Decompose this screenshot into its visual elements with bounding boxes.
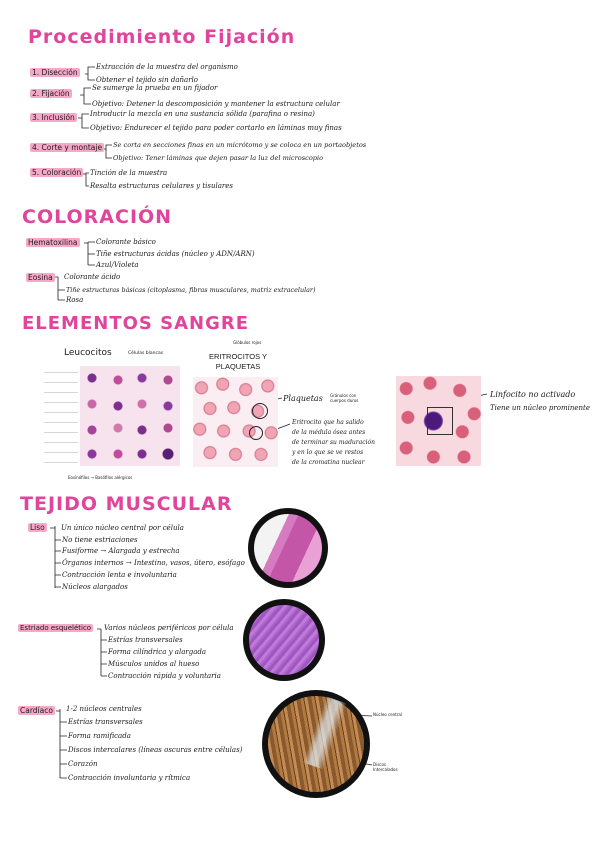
cardiaco-line: Estrías transversales	[68, 718, 143, 726]
step-line: Introducir la mezcla en una sustancia sólida (parafina o resina)	[90, 110, 315, 118]
step-line: Objetivo: Tener láminas que dejen pasar la luz del microscopio	[113, 154, 324, 162]
estriado-line: Estrías transversales	[108, 636, 183, 644]
leucocitos-footer: Eosinófilos → Basófilos alérgicos	[68, 475, 133, 480]
eritrocitos-image	[193, 377, 278, 467]
eritrocitos-title: ERITROCITOS Y PLAQUETAS	[208, 352, 268, 371]
item-label: Hematoxilina	[28, 238, 78, 247]
plaqueta-marker	[252, 403, 268, 419]
step-line: Se corta en secciones finas en un micrótomo y se coloca en un portaobjetos	[113, 141, 367, 149]
cardiaco-annotation: Discos Intercalados	[373, 762, 398, 772]
eritrocito-line: de la cromatina nuclear	[292, 459, 365, 466]
leucocitos-row-labels	[44, 366, 78, 466]
plaquetas-label: Plaquetas	[283, 394, 323, 403]
step-label: 1. Disección	[32, 68, 78, 77]
step-line: Tinción de la muestra	[90, 169, 168, 177]
cardiaco-line: Contracción involuntaria y rítmica	[68, 774, 191, 782]
step-label: 5. Coloración	[32, 168, 82, 177]
estriado-line: Forma cilíndrica y alargada	[108, 648, 207, 656]
cardiaco-line: Discos intercalares (líneas oscuras entre células)	[68, 746, 243, 754]
liso-line: Núcleos alargados	[62, 583, 128, 591]
eritrocito-line: y en lo que se ve restos	[292, 449, 364, 456]
item-label: Eosina	[28, 273, 53, 282]
liso-label: Liso	[30, 523, 45, 532]
plaquetas-note: Gránulos con cuerpos duros	[330, 393, 359, 403]
liso-line: Órganos internos → Intestino, vasos, útero, esófago	[62, 559, 245, 567]
step-line: Objetivo: Detener la descomposición y mantener la estructura celular	[92, 100, 340, 108]
eritrocito-text	[292, 418, 375, 468]
item-line: Colorante ácido	[64, 273, 121, 281]
item-line: Rosa	[66, 296, 84, 304]
linfocito-line: Tiene un núcleo prominente	[490, 404, 590, 412]
leucocitos-note: Células blancas	[128, 351, 164, 356]
eritrocito-line: de la médula ósea antes	[292, 429, 366, 436]
step-label: 3. Inclusión	[32, 113, 75, 122]
step-label: 4. Corte y montaje	[32, 143, 103, 152]
step-label: 2. Fijación	[32, 89, 70, 98]
step-line: Obtener el tejido sin dañarlo	[96, 76, 198, 84]
title-procedimiento: Procedimiento Fijación	[28, 26, 296, 48]
cardiaco-line: Corazón	[68, 760, 98, 768]
estriado-line: Contracción rápida y voluntaria	[108, 672, 221, 680]
liso-line: Fusiforme → Alargada y estrecha	[62, 547, 180, 555]
leucocitos-grid	[80, 366, 180, 466]
linfocito-line: Linfocito no activado	[490, 390, 576, 399]
item-line: Tiñe estructuras ácidas (núcleo y ADN/ARN)	[96, 250, 255, 258]
cardiaco-line: Forma ramificada	[68, 732, 131, 740]
estriado-image	[243, 599, 325, 681]
title-sangre: ELEMENTOS SANGRE	[22, 313, 250, 334]
step-line: Objetivo: Endurecer el tejido para poder cortarlo en láminas muy finas	[90, 124, 342, 132]
eritrocito-line: de terminar su maduración	[292, 439, 375, 446]
step-line: Resalta estructuras celulares y tisulares	[90, 182, 233, 190]
cardiaco-label: Cardíaco	[20, 706, 53, 715]
cardiaco-image	[262, 690, 370, 798]
liso-line: Un único núcleo central por célula	[61, 524, 184, 532]
leucocitos-panel	[44, 348, 180, 486]
leucocitos-title: Leucocitos	[64, 348, 112, 358]
liso-line: No tiene estriaciones	[62, 536, 138, 544]
eritrocito-line: Eritrocito que ha salido	[292, 419, 364, 426]
cardiaco-annotation: Núcleo central	[373, 712, 402, 717]
estriado-line: Músculos unidos al hueso	[108, 660, 200, 668]
cardiaco-line: 1-2 núcleos centrales	[66, 705, 142, 713]
item-line: Colorante básico	[96, 238, 156, 246]
liso-line: Contracción lenta e involuntaria	[62, 571, 177, 579]
step-line: Extracción de la muestra del organismo	[96, 63, 238, 71]
estriado-label: Estriado esquelético	[20, 624, 92, 632]
item-line: Azul/Violeta	[96, 261, 139, 269]
estriado-line: Varios núcleos periféricos por célula	[104, 624, 234, 632]
linfocito-marker	[427, 407, 453, 435]
title-coloracion: COLORACIÓN	[22, 206, 173, 228]
step-line: Se sumerge la prueba en un fijador	[92, 84, 218, 92]
eritrocitos-note: Glóbulos rojos	[233, 340, 262, 345]
title-muscular: TEJIDO MUSCULAR	[20, 493, 233, 515]
liso-image	[248, 508, 328, 588]
item-line: Tiñe estructuras básicas (citoplasma, fibras musculares, matriz extracelular)	[66, 286, 316, 294]
eritrocito-marker	[249, 426, 263, 440]
